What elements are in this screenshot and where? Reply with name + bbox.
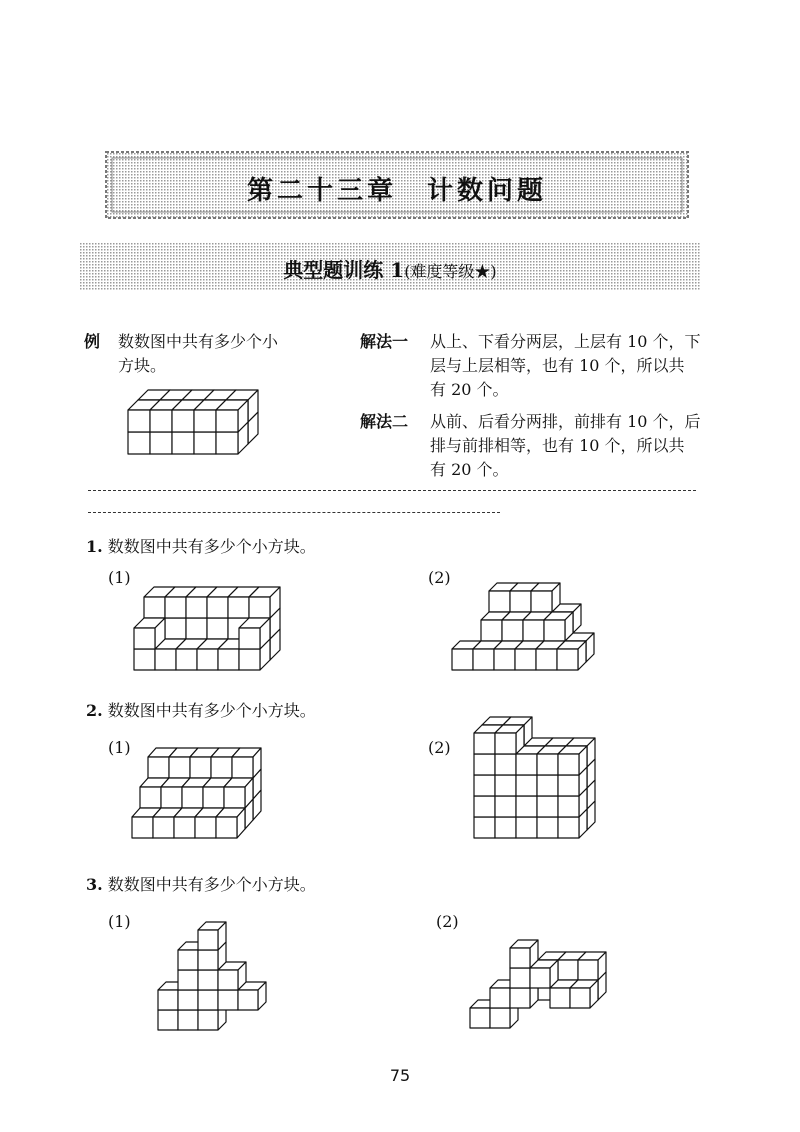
question-1-part-1-cube-figure (130, 572, 290, 672)
example-question-line1: 数数图中共有多少个小 (118, 332, 279, 351)
question-2-part-2-label: (2) (428, 738, 451, 757)
method2-line2: 排与前排相等，也有 10 个，所以共 (430, 436, 685, 455)
cube (239, 618, 270, 649)
cube (510, 940, 538, 968)
question-3-part-2-label: (2) (436, 912, 459, 931)
section-difficulty: (难度等级★) (404, 262, 497, 281)
question-2-part-2-cube-figure (470, 726, 610, 840)
method2-label: 解法二 (360, 412, 409, 431)
cube (544, 612, 573, 641)
example-cube-figure (118, 378, 268, 458)
question-2-title (86, 698, 316, 721)
cube (224, 778, 253, 808)
cube (232, 748, 261, 778)
question-3-part-1-cube-figure (150, 900, 290, 1034)
cube (249, 587, 280, 618)
method1-label: 解法一 (360, 332, 409, 351)
question-1-part-2-label: (2) (428, 568, 451, 587)
question-3-number: 3. (86, 875, 103, 894)
cube (557, 641, 586, 670)
method1-line3: 有 20 个。 (430, 380, 509, 399)
cube (216, 808, 245, 838)
question-1-part-2-cube-figure (450, 566, 610, 672)
question-2-number: 2. (86, 701, 103, 720)
method2-line3: 有 20 个。 (430, 460, 509, 479)
dashed-separator (88, 512, 500, 513)
question-1-title (86, 534, 316, 557)
question-3-part-2-cube-figure (466, 922, 616, 1032)
question-3-text: 数数图中共有多少个小方块。 (107, 875, 316, 894)
cube (198, 922, 226, 950)
cube (570, 980, 598, 1008)
question-1-text: 数数图中共有多少个小方块。 (107, 537, 316, 556)
section-title (80, 254, 700, 283)
cube (495, 725, 524, 754)
question-3-part-1-label: (1) (108, 912, 131, 931)
method1-line1: 从上、下看分两层，上层有 10 个，下 (430, 332, 701, 351)
cube (578, 952, 606, 980)
cube (134, 618, 165, 649)
dashed-separator (88, 490, 696, 491)
cube (216, 400, 248, 432)
question-1-number: 1. (86, 537, 103, 556)
example-question-line2: 方块。 (118, 356, 167, 375)
chapter-title: 第二十三章 计数问题 (246, 176, 547, 206)
section-title-main: 典型题训练 1 (283, 258, 405, 282)
page-number: 75 (389, 1066, 411, 1085)
question-2-part-1-label: (1) (108, 738, 131, 757)
method2-line1: 从前、后看分两排，前排有 10 个，后 (430, 412, 701, 431)
question-2-part-1-cube-figure (130, 736, 290, 840)
method1-line2: 层与上层相等，也有 10 个，所以共 (430, 356, 685, 375)
cube (558, 746, 587, 775)
question-3-title (86, 872, 316, 895)
question-2-text: 数数图中共有多少个小方块。 (107, 701, 316, 720)
cube (531, 583, 560, 612)
example-label: 例 (84, 332, 101, 351)
question-1-part-1-label: (1) (108, 568, 131, 587)
